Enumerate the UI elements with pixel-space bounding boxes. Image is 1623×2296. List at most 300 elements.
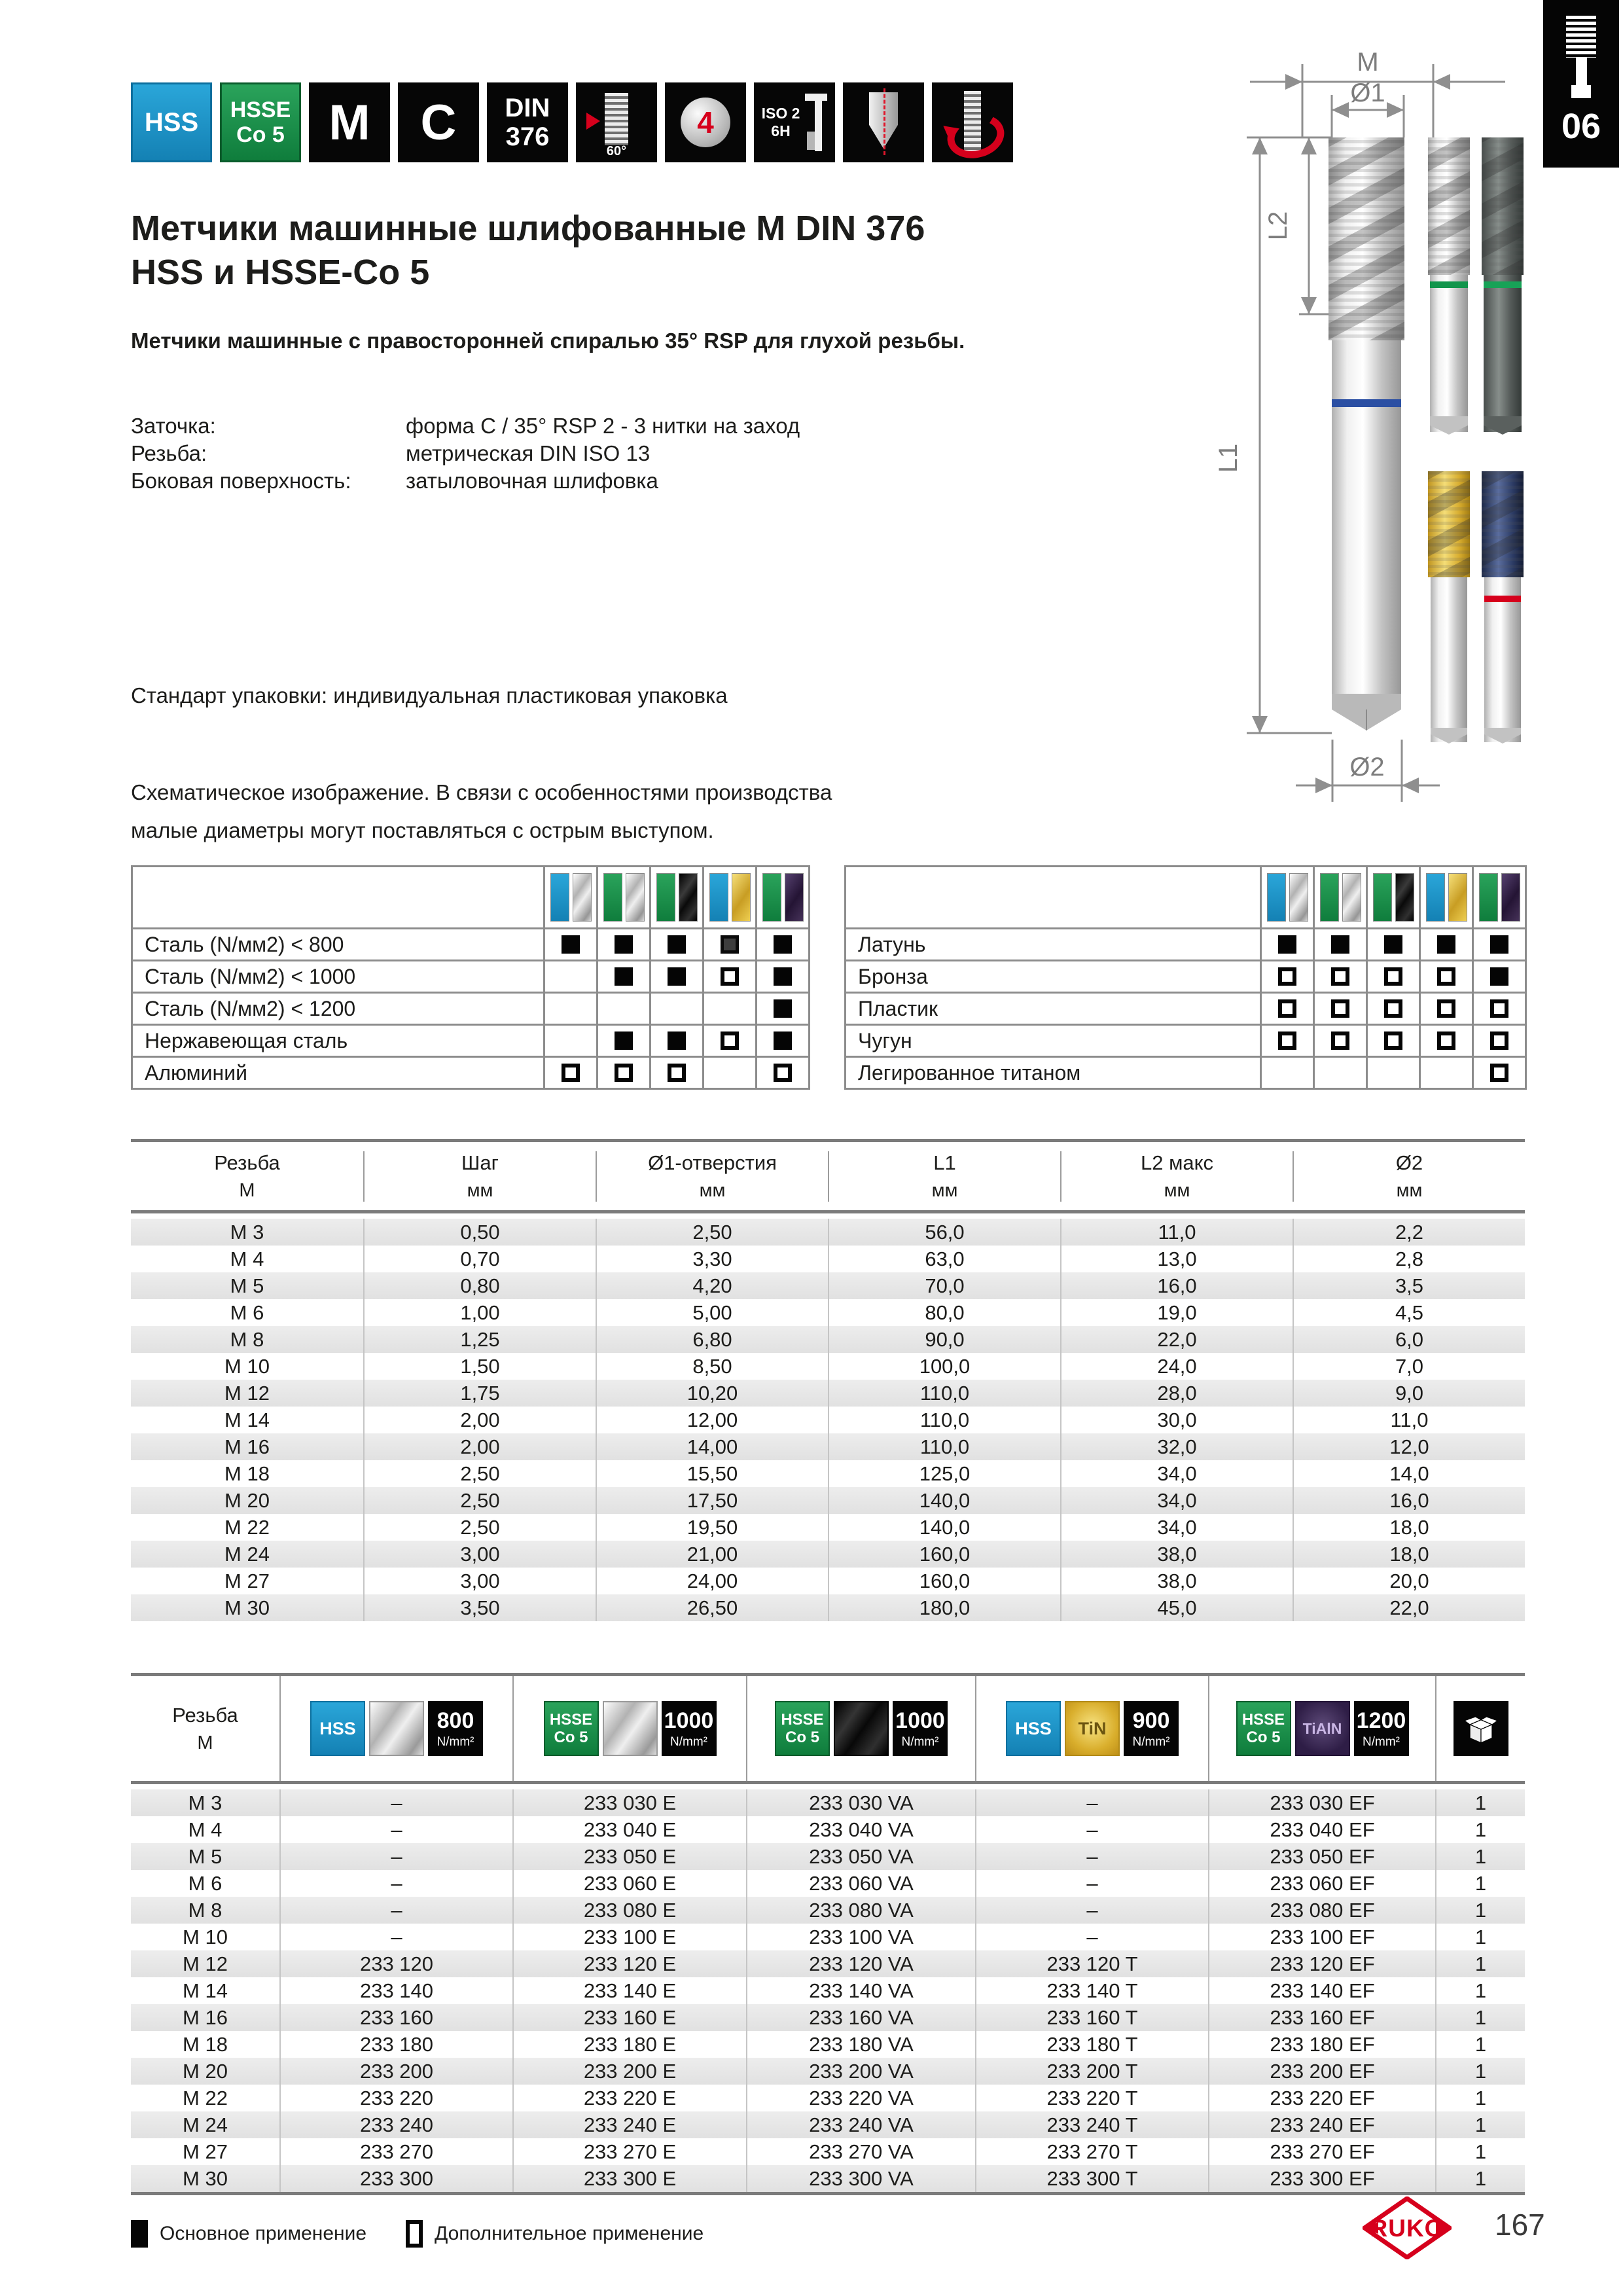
application-mark-cell	[1368, 929, 1419, 960]
schematic-note-line1: Схематическое изображение. В связи с особенностями производства	[131, 780, 832, 804]
dimension-table-row	[131, 1299, 1525, 1326]
application-mark-cell	[1262, 1026, 1313, 1056]
tap-cross-section-icon	[681, 98, 730, 147]
coating-column-icon	[1421, 867, 1472, 927]
silver-surface-badge	[603, 1701, 658, 1756]
tap-photo-hss-blank	[1329, 137, 1404, 730]
spec-row	[131, 467, 800, 495]
order-number-cell: 233 220 VA	[746, 2085, 975, 2111]
order-number-cell: 233 080 VA	[746, 1897, 975, 1924]
application-mark-cell	[545, 1026, 596, 1056]
material-row-label: Легированное титаном	[846, 1058, 1260, 1088]
thread-size-cell: M 27	[183, 2140, 228, 2163]
dimension-value-cell: 34,0	[1060, 1487, 1293, 1514]
dimension-table-row	[131, 1594, 1525, 1621]
main-application-mark	[774, 1031, 792, 1050]
additional-application-mark	[615, 1064, 633, 1082]
additional-application-mark	[721, 967, 739, 986]
material-application-table-right	[844, 865, 1527, 1090]
order-number-cell: 233 180	[279, 2031, 512, 2058]
order-number-cell: 233 300 T	[975, 2165, 1208, 2192]
main-application-mark	[1437, 935, 1455, 954]
package-icon	[1454, 1701, 1508, 1756]
legend-main-application	[131, 2220, 366, 2248]
dimension-value-cell: 2,00	[363, 1433, 596, 1460]
blind-hole-icon	[843, 82, 924, 162]
main-application-mark	[668, 1031, 686, 1050]
green-coating-bar-icon	[1373, 873, 1392, 922]
order-number-cell: 233 300 EF	[1208, 2165, 1435, 2192]
dimension-value-cell: 6,0	[1293, 1326, 1525, 1353]
dimension-table-row	[131, 1433, 1525, 1460]
application-mark-cell	[1474, 1026, 1525, 1056]
dimension-value-cell: 5,00	[596, 1299, 828, 1326]
additional-application-mark	[1331, 1031, 1349, 1050]
dimension-value-cell: 140,0	[828, 1487, 1060, 1514]
additional-application-mark	[774, 1064, 792, 1082]
thread-profile-icon	[605, 93, 628, 145]
dimension-value-cell: 3,00	[363, 1541, 596, 1568]
legend-additional-application	[406, 2220, 704, 2248]
dimension-value-cell: 24,00	[596, 1568, 828, 1594]
product-column-header	[746, 1676, 975, 1781]
main-application-mark	[1278, 935, 1296, 954]
order-number-cell: 233 220 EF	[1208, 2085, 1435, 2111]
purple-surface-badge: TiAlN	[1295, 1701, 1350, 1756]
application-mark-cell	[1368, 1026, 1419, 1056]
coating-column-icon	[1262, 867, 1313, 927]
green-coating-bar-icon	[1479, 873, 1498, 922]
product-column-header	[512, 1676, 746, 1781]
application-mark-cell	[1474, 961, 1525, 992]
application-mark-cell	[1421, 1026, 1472, 1056]
thread-size-cell: M 18	[183, 2033, 228, 2056]
thread-angle-60-icon	[576, 82, 657, 162]
spec-list	[131, 412, 800, 495]
order-number-cell: 233 040 EF	[1208, 1816, 1435, 1843]
dimension-value-cell: 56,0	[828, 1219, 1060, 1246]
coating-column-icon	[1474, 867, 1525, 927]
dim-label-d2: Ø2	[1349, 753, 1385, 781]
order-number-table	[131, 1673, 1525, 2195]
page-title	[131, 207, 925, 295]
thread-size-cell: M 24	[183, 2113, 228, 2136]
main-application-mark	[562, 935, 580, 954]
blue-coating-bar-icon	[1267, 873, 1286, 922]
thread-size-cell: M 8	[230, 1328, 264, 1351]
additional-application-mark	[1437, 1031, 1455, 1050]
purple-coating-bar-icon	[785, 873, 804, 922]
order-number-cell: 233 200 T	[975, 2058, 1208, 2085]
order-table-row	[131, 1843, 1525, 1870]
dimension-value-cell: 2,50	[596, 1219, 828, 1246]
application-mark-cell	[598, 1026, 649, 1056]
order-table-row	[131, 1789, 1525, 1816]
spec-value: метрическая DIN ISO 13	[406, 441, 651, 465]
order-number-cell: 233 030 VA	[746, 1789, 975, 1816]
order-table-row	[131, 1816, 1525, 1843]
dim-column-header: Ø1-отверстия мм	[596, 1151, 828, 1202]
dimension-value-cell: 9,0	[1293, 1380, 1525, 1407]
dimension-value-cell: 2,50	[363, 1514, 596, 1541]
page-number: 167	[1495, 2208, 1545, 2242]
page-subtitle: Метчики машинные с правосторонней спиралью 35° RSP для глухой резьбы.	[131, 329, 965, 353]
order-number-cell: 233 200 VA	[746, 2058, 975, 2085]
application-mark-cell	[1315, 1058, 1366, 1088]
order-number-cell: –	[975, 1843, 1208, 1870]
chapter-number: 06	[1561, 107, 1601, 146]
order-number-cell: 233 220	[279, 2085, 512, 2111]
application-mark-cell	[757, 961, 808, 992]
thread-size-cell: M 27	[224, 1570, 270, 1592]
order-number-cell: 233 200	[279, 2058, 512, 2085]
order-number-cell: 233 030 EF	[1208, 1789, 1435, 1816]
brand-name: RUKO	[1370, 2215, 1444, 2242]
additional-application-mark	[1490, 1031, 1508, 1050]
application-mark-cell	[1421, 961, 1472, 992]
application-mark-cell	[1262, 961, 1313, 992]
strength-rating-badge: 800 N/mm²	[428, 1701, 483, 1756]
coating-column-icon	[1315, 867, 1366, 927]
material-badge: HSSE Co 5	[775, 1701, 830, 1756]
blue-coating-bar-icon	[709, 873, 728, 922]
application-mark-cell	[545, 1058, 596, 1088]
form-c-label: C	[420, 94, 457, 151]
coating-column-icon	[598, 867, 649, 927]
thread-size-cell: M 3	[230, 1221, 264, 1244]
application-mark-cell	[1262, 929, 1313, 960]
main-application-mark	[774, 999, 792, 1018]
order-number-cell: 233 300 VA	[746, 2165, 975, 2192]
application-mark-cell	[704, 961, 755, 992]
dimension-value-cell: 14,0	[1293, 1460, 1525, 1487]
dimension-value-cell: 16,0	[1060, 1272, 1293, 1299]
thread-size-cell: M 20	[183, 2060, 228, 2083]
additional-application-mark	[1278, 999, 1296, 1018]
dimension-value-cell: 7,0	[1293, 1353, 1525, 1380]
application-mark-cell	[1262, 1058, 1313, 1088]
dim-column-header: Ø2 мм	[1293, 1151, 1525, 1202]
packaging-column-header	[1435, 1676, 1525, 1781]
dimension-value-cell: 125,0	[828, 1460, 1060, 1487]
order-number-cell: 233 140 E	[512, 1977, 746, 2004]
application-mark-cell	[598, 994, 649, 1024]
spec-value: форма C / 35° RSP 2 - 3 нитки на заход	[406, 414, 800, 438]
order-number-cell: –	[279, 1870, 512, 1897]
main-application-mark	[668, 935, 686, 954]
order-number-cell: –	[279, 1816, 512, 1843]
dimension-value-cell: 1,00	[363, 1299, 596, 1326]
order-table-header	[131, 1673, 1525, 1784]
spec-label: Резьба:	[131, 441, 207, 465]
strength-rating-badge: 1000 N/mm²	[662, 1701, 717, 1756]
main-application-mark	[668, 967, 686, 986]
pack-quantity-cell: 1	[1435, 2138, 1525, 2165]
product-column-header	[1208, 1676, 1435, 1781]
application-mark-cell	[545, 929, 596, 960]
dimension-value-cell: 12,0	[1293, 1433, 1525, 1460]
thread-size-cell: M 16	[224, 1435, 270, 1458]
silver-coating-bar-icon	[626, 873, 645, 922]
schematic-note	[131, 774, 832, 850]
additional-application-mark	[1490, 999, 1508, 1018]
dimension-value-cell: 34,0	[1060, 1514, 1293, 1541]
order-table-row	[131, 1897, 1525, 1924]
dimension-value-cell: 34,0	[1060, 1460, 1293, 1487]
dimension-value-cell: 2,50	[363, 1487, 596, 1514]
dimension-value-cell: 110,0	[828, 1433, 1060, 1460]
application-mark-cell	[1315, 961, 1366, 992]
product-column-header	[279, 1676, 512, 1781]
order-table-row	[131, 2111, 1525, 2138]
dimension-value-cell: 12,00	[596, 1407, 828, 1433]
thread-size-cell: M 10	[183, 1926, 228, 1948]
dimension-value-cell: 160,0	[828, 1541, 1060, 1568]
application-mark-cell	[1315, 994, 1366, 1024]
order-number-cell: 233 180 EF	[1208, 2031, 1435, 2058]
pack-quantity-cell: 1	[1435, 2031, 1525, 2058]
thread-size-cell: M 14	[183, 1979, 228, 2002]
thread-size-cell: M 5	[188, 1845, 223, 1868]
dimension-value-cell: 16,0	[1293, 1487, 1525, 1514]
dimension-table-body	[131, 1219, 1525, 1621]
application-mark-cell	[1421, 994, 1472, 1024]
order-number-cell: 233 160 EF	[1208, 2004, 1435, 2031]
dimension-table-row	[131, 1487, 1525, 1514]
additional-application-mark	[1278, 967, 1296, 986]
dimension-value-cell: 80,0	[828, 1299, 1060, 1326]
strength-rating-badge: 1200 N/mm²	[1354, 1701, 1409, 1756]
dimension-table-row	[131, 1246, 1525, 1272]
application-mark-cell	[1262, 994, 1313, 1024]
pack-quantity-cell: 1	[1435, 2058, 1525, 2085]
silver-coating-bar-icon	[1342, 873, 1361, 922]
pack-quantity-cell: 1	[1435, 1789, 1525, 1816]
application-mark-cell	[704, 929, 755, 960]
order-number-cell: 233 180 VA	[746, 2031, 975, 2058]
thread-size-cell: M 4	[188, 1818, 223, 1841]
additional-application-mark	[1384, 967, 1402, 986]
tap-glyph-base-icon	[1571, 85, 1591, 98]
order-table-row	[131, 1977, 1525, 2004]
order-number-cell: 233 140	[279, 1977, 512, 2004]
order-number-cell: 233 080 E	[512, 1897, 746, 1924]
centerline-icon	[883, 88, 885, 155]
pack-quantity-cell: 1	[1435, 1870, 1525, 1897]
tap-photo-hsse-blank	[1428, 137, 1470, 435]
application-mark-cell	[704, 994, 755, 1024]
tap-glyph-thread-icon	[1566, 16, 1596, 58]
dimension-table-row	[131, 1353, 1525, 1380]
green-ring	[1484, 281, 1522, 288]
dimension-value-cell: 2,8	[1293, 1246, 1525, 1272]
material-row-label: Латунь	[846, 929, 1260, 960]
material-row-label: Сталь (N/мм2) < 1200	[133, 994, 543, 1024]
order-number-cell: 233 060 VA	[746, 1870, 975, 1897]
order-number-cell: 233 160	[279, 2004, 512, 2031]
order-table-row	[131, 2085, 1525, 2111]
pack-quantity-cell: 1	[1435, 1843, 1525, 1870]
spec-label: Боковая поверхность:	[131, 469, 351, 493]
dimension-value-cell: 0,80	[363, 1272, 596, 1299]
thread-size-cell: M 8	[188, 1899, 223, 1922]
order-number-cell: 233 270 T	[975, 2138, 1208, 2165]
dimension-value-cell: 160,0	[828, 1568, 1060, 1594]
dimension-table-row	[131, 1272, 1525, 1299]
thread-size-cell: M 22	[224, 1516, 270, 1539]
dim-column-header: Шаг мм	[363, 1151, 596, 1202]
order-table-row	[131, 2058, 1525, 2085]
material-row-label: Нержавеющая сталь	[133, 1026, 543, 1056]
application-mark-cell	[1315, 1026, 1366, 1056]
dimension-value-cell: 19,50	[596, 1514, 828, 1541]
order-number-cell: –	[975, 1897, 1208, 1924]
pack-quantity-cell: 1	[1435, 2004, 1525, 2031]
din-label-line1: DIN	[505, 94, 550, 122]
material-table-corner	[846, 867, 1260, 927]
pack-quantity-cell: 1	[1435, 1897, 1525, 1924]
order-number-cell: 233 120 EF	[1208, 1950, 1435, 1977]
order-table-row	[131, 1950, 1525, 1977]
dimension-value-cell: 38,0	[1060, 1541, 1293, 1568]
dimension-value-cell: 70,0	[828, 1272, 1060, 1299]
order-number-cell: –	[279, 1843, 512, 1870]
tap-photo-hss-tin	[1428, 471, 1470, 744]
dimension-table-row	[131, 1380, 1525, 1407]
dimension-value-cell: 30,0	[1060, 1407, 1293, 1433]
legend-additional-label: Дополнительное применение	[435, 2223, 704, 2244]
order-table-row	[131, 2004, 1525, 2031]
dimension-value-cell: 22,0	[1293, 1594, 1525, 1621]
pack-quantity-cell: 1	[1435, 2165, 1525, 2192]
dimension-value-cell: 0,50	[363, 1219, 596, 1246]
red-arrow-icon	[586, 113, 600, 130]
order-number-cell: 233 270 E	[512, 2138, 746, 2165]
order-number-cell: 233 220 E	[512, 2085, 746, 2111]
material-row-label: Сталь (N/мм2) < 800	[133, 929, 543, 960]
din-label-line2: 376	[505, 122, 550, 151]
dimension-value-cell: 28,0	[1060, 1380, 1293, 1407]
dim-label-m: M	[1357, 48, 1379, 77]
application-mark-cell	[757, 1058, 808, 1088]
additional-application-mark	[1384, 999, 1402, 1018]
coating-column-icon	[704, 867, 755, 927]
product-column-header	[975, 1676, 1208, 1781]
dimension-value-cell: 180,0	[828, 1594, 1060, 1621]
dimension-value-cell: 3,5	[1293, 1272, 1525, 1299]
strength-rating-badge: 900 N/mm²	[1124, 1701, 1179, 1756]
order-number-cell: 233 270	[279, 2138, 512, 2165]
main-application-mark	[774, 935, 792, 954]
dimension-value-cell: 17,50	[596, 1487, 828, 1514]
pack-quantity-cell: 1	[1435, 1977, 1525, 2004]
material-row-label: Пластик	[846, 994, 1260, 1024]
application-mark-cell	[651, 1058, 702, 1088]
thread-size-cell: M 14	[224, 1408, 270, 1431]
iso2-6h-tolerance-icon	[754, 82, 835, 162]
material-badge: HSSE Co 5	[544, 1701, 599, 1756]
application-mark-cell	[1368, 994, 1419, 1024]
thread-size-cell: M 30	[224, 1596, 270, 1619]
blue-ring	[1332, 399, 1401, 407]
black-coating-bar-icon	[1395, 873, 1414, 922]
metric-thread-label: M	[329, 94, 370, 151]
black-surface-badge	[834, 1701, 889, 1756]
thread-size-cell: M 30	[183, 2167, 228, 2190]
order-number-cell: 233 040 VA	[746, 1816, 975, 1843]
order-number-cell: 233 240 T	[975, 2111, 1208, 2138]
application-mark-cell	[651, 994, 702, 1024]
dimension-table-row	[131, 1541, 1525, 1568]
additional-application-mark	[1490, 1064, 1508, 1082]
dimension-value-cell: 110,0	[828, 1407, 1060, 1433]
order-number-cell: 233 160 VA	[746, 2004, 975, 2031]
dimension-value-cell: 22,0	[1060, 1326, 1293, 1353]
order-table-row	[131, 1924, 1525, 1950]
spec-row	[131, 440, 800, 467]
additional-application-mark	[668, 1064, 686, 1082]
legend-main-label: Основное применение	[160, 2223, 367, 2244]
brand-logo	[1363, 2197, 1452, 2259]
application-mark-cell	[1368, 961, 1419, 992]
dimension-value-cell: 11,0	[1293, 1407, 1525, 1433]
gold-coating-bar-icon	[732, 873, 751, 922]
silver-coating-bar-icon	[1289, 873, 1308, 922]
order-table-row	[131, 2138, 1525, 2165]
order-number-cell: 233 240 E	[512, 2111, 746, 2138]
order-number-cell: –	[279, 1897, 512, 1924]
application-mark-cell	[651, 961, 702, 992]
order-number-cell: 233 180 T	[975, 2031, 1208, 2058]
pack-quantity-cell: 1	[1435, 2085, 1525, 2111]
order-number-cell: 233 120	[279, 1950, 512, 1977]
application-mark-cell	[1421, 929, 1472, 960]
green-coating-bar-icon	[762, 873, 781, 922]
thread-size-cell: M 10	[224, 1355, 270, 1378]
main-application-mark	[1331, 935, 1349, 954]
blue-coating-bar-icon	[1426, 873, 1445, 922]
main-application-mark	[1490, 935, 1508, 954]
main-application-mark	[615, 1031, 633, 1050]
order-number-cell: 233 060 E	[512, 1870, 746, 1897]
dimension-value-cell: 19,0	[1060, 1299, 1293, 1326]
main-application-mark	[1384, 935, 1402, 954]
dimension-value-cell: 18,0	[1293, 1541, 1525, 1568]
order-number-cell: –	[279, 1924, 512, 1950]
application-mark-cell	[1421, 1058, 1472, 1088]
pack-quantity-cell: 1	[1435, 1816, 1525, 1843]
order-table-body	[131, 1789, 1525, 2195]
dimension-table-row	[131, 1407, 1525, 1433]
thread-size-cell: M 4	[230, 1247, 264, 1270]
blue-coating-bar-icon	[550, 873, 569, 922]
dim-column-header: L2 макс мм	[1060, 1151, 1293, 1202]
dim-label-l1: L1	[1214, 443, 1243, 473]
angle-label: 60°	[606, 144, 627, 158]
four-flutes-icon	[665, 82, 746, 162]
additional-application-mark	[562, 1064, 580, 1082]
filled-square-icon	[131, 2220, 148, 2248]
gold-surface-badge: TiN	[1065, 1701, 1120, 1756]
dimension-value-cell: 140,0	[828, 1514, 1060, 1541]
additional-application-mark	[1278, 1031, 1296, 1050]
application-mark-cell	[545, 994, 596, 1024]
order-number-cell: 233 300	[279, 2165, 512, 2192]
thread-size-cell: M 22	[183, 2087, 228, 2109]
order-number-cell: 233 220 T	[975, 2085, 1208, 2111]
tap-dimension-diagram	[1211, 39, 1544, 916]
application-mark-cell	[598, 929, 649, 960]
